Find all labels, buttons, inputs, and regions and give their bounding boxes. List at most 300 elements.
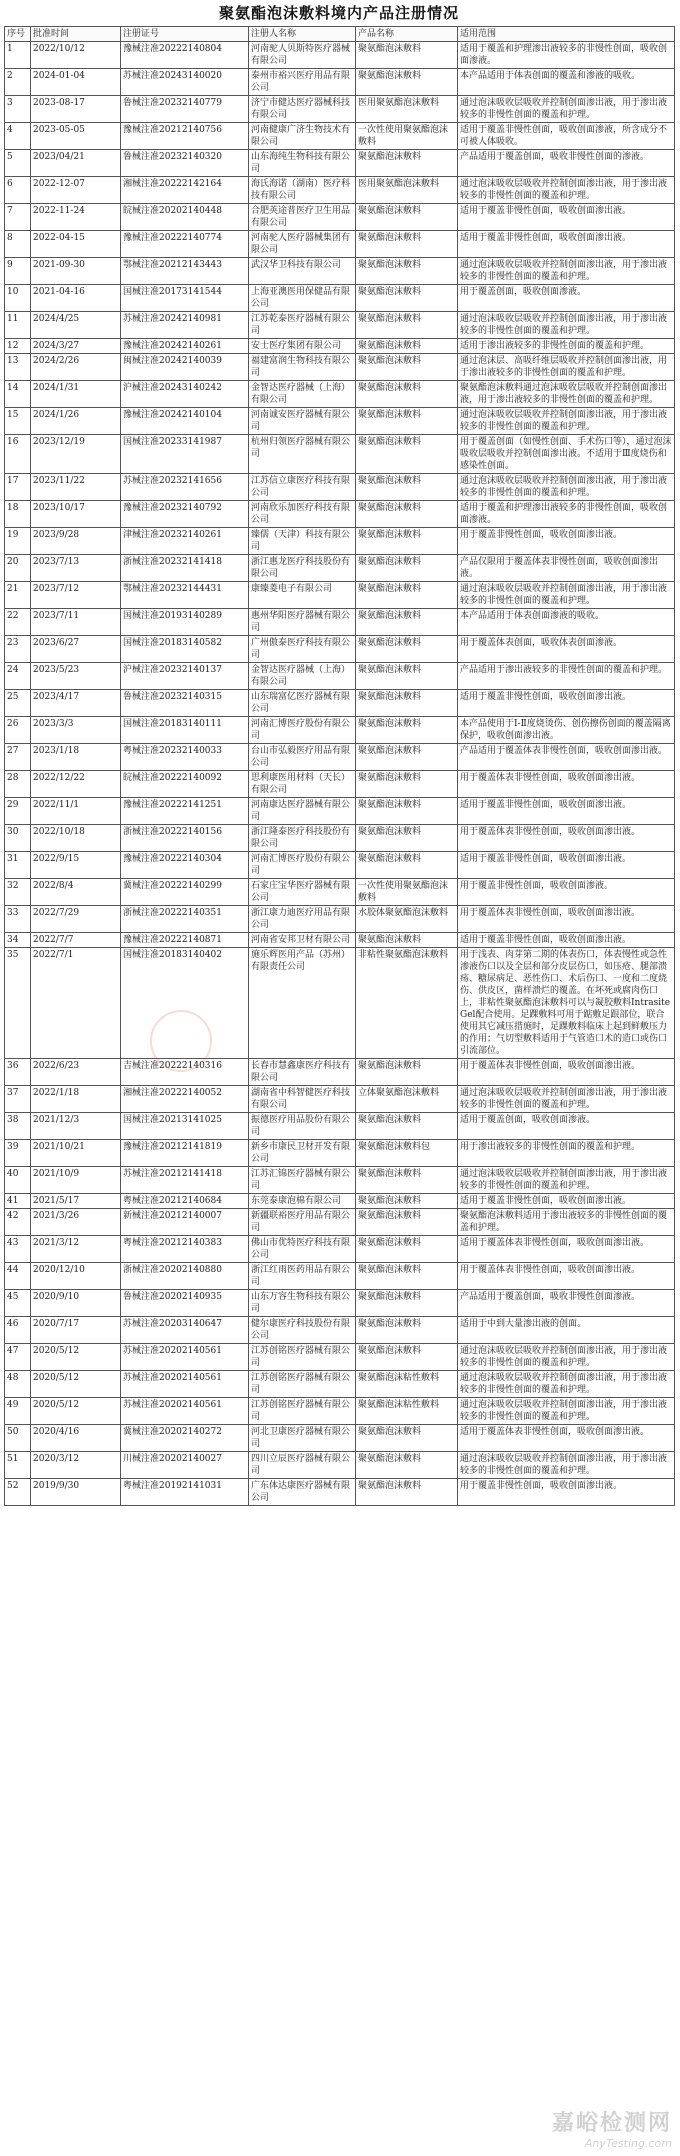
- cell-scope: 适用于覆盖非慢性创面，吸收创面渗出液。: [458, 231, 675, 258]
- cell-scope: 用于覆盖非慢性创面，吸收创面渗液。: [458, 879, 675, 906]
- cell-reg-no: 苏械注准20202140561: [121, 1344, 249, 1371]
- cell-registrant: 浙江康力迪医疗用品有限公司: [249, 906, 356, 933]
- header-date: 批准时间: [31, 27, 121, 42]
- cell-reg-no: 津械注准20232140261: [121, 528, 249, 555]
- cell-reg-no: 鲁械注准20232140320: [121, 150, 249, 177]
- cell-seq: 39: [5, 1140, 31, 1167]
- cell-reg-no: 粤械注准20232140033: [121, 744, 249, 771]
- table-row: [5, 1290, 675, 1317]
- cell-scope: 用于浅表、肉芽第二期的体表伤口，体表慢性或急性渗液伤口以及全层和部分皮层伤口，如压疮、腿部溃疡、糖尿病足、恶性伤口、术后伤口、一度和二度烧伤、供皮区，菌样溃烂的覆盖。在坏死或腐肉伤口上，非粘性聚氨酯泡沫敷料可以与凝胶敷料Intrasite Gel配合使用。足踝敷料可用于踮敷足跟部位，联合使用其它减压措施时，足踝敷料临床上起到鲜敷压力的作用；气切型敷料适用于气管造口术的造口或伤口引流部位。: [458, 948, 675, 1059]
- cell-scope: 适用于覆盖非慢性创面，吸收创面渗出液。: [458, 204, 675, 231]
- cell-date: 2024/1/31: [31, 381, 121, 408]
- cell-reg-no: 吉械注准20222140316: [121, 1059, 249, 1086]
- cell-date: 2021-09-30: [31, 258, 121, 285]
- cell-seq: 17: [5, 474, 31, 501]
- cell-date: 2020/9/10: [31, 1290, 121, 1317]
- cell-scope: 通过泡沫层、高吸纤维层吸收并控制创面渗出液，用于渗出液较多的非慢性创面的覆盖和护理。: [458, 354, 675, 381]
- table-row: [5, 285, 675, 312]
- cell-seq: 25: [5, 690, 31, 717]
- table-row: [5, 312, 675, 339]
- cell-seq: 34: [5, 933, 31, 948]
- cell-seq: 16: [5, 435, 31, 474]
- table-header-row: [5, 27, 675, 42]
- cell-product: 聚氨酯泡沫敷料包: [356, 1140, 458, 1167]
- document-title: 聚氨酯泡沫敷料境内产品注册情况: [218, 4, 459, 22]
- cell-date: 2022-11-24: [31, 204, 121, 231]
- cell-registrant: 浙江惠龙医疗科技股份有限公司: [249, 555, 356, 582]
- cell-scope: 用于覆盖体表非慢性创面，吸收创面渗出液。: [458, 906, 675, 933]
- cell-reg-no: 皖械注准20202140448: [121, 204, 249, 231]
- cell-date: 2023/4/17: [31, 690, 121, 717]
- cell-scope: 产品适用于渗出液较多的非慢性创面的覆盖和护理。: [458, 663, 675, 690]
- cell-date: 2023/7/12: [31, 582, 121, 609]
- cell-seq: 4: [5, 123, 31, 150]
- cell-product: 聚氨酯泡沫敷料: [356, 204, 458, 231]
- cell-product: 聚氨酯泡沫敷料: [356, 1113, 458, 1140]
- cell-registrant: 佛山市优特医疗科技有限公司: [249, 1236, 356, 1263]
- cell-seq: 50: [5, 1425, 31, 1452]
- table-row: [5, 1452, 675, 1479]
- table-row: [5, 798, 675, 825]
- cell-date: 2023/3/3: [31, 717, 121, 744]
- cell-product: 聚氨酯泡沫敷料: [356, 1236, 458, 1263]
- cell-date: 2020/5/12: [31, 1398, 121, 1425]
- header-seq: 序号: [5, 27, 31, 42]
- table-row: [5, 381, 675, 408]
- cell-product: 聚氨酯泡沫敷料: [356, 285, 458, 312]
- cell-registrant: 广州傲泰医疗科技有限公司: [249, 636, 356, 663]
- cell-scope: 本产品适用于体表创面渗液的吸收。: [458, 609, 675, 636]
- cell-product: 非粘性聚氨酯泡沫敷料: [356, 948, 458, 1059]
- cell-registrant: 健尔康医疗科技股份有限公司: [249, 1317, 356, 1344]
- table-row: [5, 354, 675, 381]
- cell-product: 聚氨酯泡沫敷料: [356, 852, 458, 879]
- cell-reg-no: 浙械注准20202140880: [121, 1263, 249, 1290]
- cell-product: 聚氨酯泡沫敷料: [356, 528, 458, 555]
- cell-registrant: 江苏信立康医疗科技有限公司: [249, 474, 356, 501]
- cell-product: 聚氨酯泡沫敷料: [356, 381, 458, 408]
- header-scope: 适用范围: [458, 27, 675, 42]
- cell-seq: 20: [5, 555, 31, 582]
- cell-scope: 产品适用于覆盖创面，吸收非慢性创面渗液。: [458, 1290, 675, 1317]
- cell-scope: 通过泡沫吸收层吸收并控制创面渗出液，用于渗出液较多的非慢性创面的覆盖和护理。: [458, 1452, 675, 1479]
- cell-product: 聚氨酯泡沫敷料: [356, 663, 458, 690]
- cell-scope: 用于覆盖创面，吸收创面渗液。: [458, 285, 675, 312]
- cell-seq: 46: [5, 1317, 31, 1344]
- table-row: [5, 906, 675, 933]
- cell-seq: 29: [5, 798, 31, 825]
- cell-seq: 13: [5, 354, 31, 381]
- watermark-en: AnyTesting.com: [584, 2137, 672, 2150]
- cell-reg-no: 闽械注准20242140039: [121, 354, 249, 381]
- cell-date: 2022/6/23: [31, 1059, 121, 1086]
- header-product: 产品名称: [356, 27, 458, 42]
- cell-reg-no: 豫械注准20232140792: [121, 501, 249, 528]
- cell-date: 2024/4/25: [31, 312, 121, 339]
- cell-registrant: 东莞泰康泡棉有限公司: [249, 1194, 356, 1209]
- cell-date: 2022/7/29: [31, 906, 121, 933]
- table-row: [5, 1317, 675, 1344]
- cell-reg-no: 苏械注准20232141656: [121, 474, 249, 501]
- cell-seq: 14: [5, 381, 31, 408]
- cell-registrant: 长春市慧鑫康医疗科技有限公司: [249, 1059, 356, 1086]
- cell-reg-no: 粤械注准20192141031: [121, 1479, 249, 1506]
- table-row: [5, 1479, 675, 1506]
- table-row: [5, 1059, 675, 1086]
- cell-registrant: 浙江红雨医药用品有限公司: [249, 1263, 356, 1290]
- cell-product: 聚氨酯泡沫敷料: [356, 258, 458, 285]
- cell-scope: 用于覆盖非慢性创面，吸收创面渗出液。: [458, 528, 675, 555]
- cell-seq: 45: [5, 1290, 31, 1317]
- cell-product: 聚氨酯泡沫敷料: [356, 609, 458, 636]
- cell-product: 立体聚氨酯泡沫敷料: [356, 1086, 458, 1113]
- cell-scope: 通过泡沫吸收层吸收并控制创面渗出液，用于渗出液较多的非慢性创面的覆盖和护理。: [458, 474, 675, 501]
- cell-registrant: 江苏汇锦医疗器械有限公司: [249, 1167, 356, 1194]
- cell-reg-no: 川械注准20202140027: [121, 1452, 249, 1479]
- cell-date: 2022/7/1: [31, 948, 121, 1059]
- cell-reg-no: 国械注准20183140582: [121, 636, 249, 663]
- cell-seq: 3: [5, 96, 31, 123]
- cell-reg-no: 新械注准20212140007: [121, 1209, 249, 1236]
- cell-date: 2022-04-15: [31, 231, 121, 258]
- cell-date: 2022-12-07: [31, 177, 121, 204]
- cell-scope: 本产品适用于体表创面的覆盖和渗液的吸收。: [458, 69, 675, 96]
- table-row: [5, 717, 675, 744]
- cell-seq: 18: [5, 501, 31, 528]
- cell-seq: 15: [5, 408, 31, 435]
- cell-seq: 42: [5, 1209, 31, 1236]
- cell-seq: 12: [5, 339, 31, 354]
- cell-reg-no: 冀械注准20202140272: [121, 1425, 249, 1452]
- cell-scope: 适用于覆盖体表非慢性创面，吸收创面渗出液。: [458, 1236, 675, 1263]
- table-row: [5, 1167, 675, 1194]
- table-row: [5, 1236, 675, 1263]
- cell-seq: 40: [5, 1167, 31, 1194]
- cell-product: 聚氨酯泡沫敷料: [356, 1452, 458, 1479]
- cell-product: 聚氨酯泡沫敷料: [356, 312, 458, 339]
- cell-seq: 11: [5, 312, 31, 339]
- cell-seq: 9: [5, 258, 31, 285]
- cell-registrant: 臻儒（天津）科技有限公司: [249, 528, 356, 555]
- cell-registrant: 浙江隆泰医疗科技股份有限公司: [249, 825, 356, 852]
- table-row: [5, 1344, 675, 1371]
- table-row: [5, 1086, 675, 1113]
- cell-reg-no: 湘械注准20222140052: [121, 1086, 249, 1113]
- cell-reg-no: 鲁械注准20232140779: [121, 96, 249, 123]
- table-row: [5, 555, 675, 582]
- cell-seq: 30: [5, 825, 31, 852]
- cell-registrant: 金智达医疗器械（上海）有限公司: [249, 381, 356, 408]
- table-row: [5, 636, 675, 663]
- cell-reg-no: 苏械注准20212141418: [121, 1167, 249, 1194]
- cell-seq: 33: [5, 906, 31, 933]
- cell-date: 2023/7/13: [31, 555, 121, 582]
- cell-scope: 通过泡沫吸收层吸收并控制创面渗出液，用于渗出液较多的非慢性创面的覆盖和护理。: [458, 582, 675, 609]
- cell-reg-no: 苏械注准20243140020: [121, 69, 249, 96]
- cell-scope: 用于覆盖非慢性创面，吸收创面渗出液。: [458, 1479, 675, 1506]
- cell-product: 聚氨酯泡沫敷料: [356, 1263, 458, 1290]
- cell-reg-no: 苏械注准20202140561: [121, 1398, 249, 1425]
- cell-scope: 产品适用于覆盖创面，吸收非慢性创面的渗液。: [458, 150, 675, 177]
- cell-reg-no: 浙械注准20222140351: [121, 906, 249, 933]
- cell-seq: 51: [5, 1452, 31, 1479]
- table-row: [5, 582, 675, 609]
- table-row: [5, 771, 675, 798]
- cell-date: 2023-05-05: [31, 123, 121, 150]
- cell-scope: 用于覆盖创面（如慢性创面、手术伤口等），通过泡沫吸收层吸收并控制创面渗出液。不适用于Ⅲ度烧伤和感染性创面。: [458, 435, 675, 474]
- cell-scope: 适用于覆盖创面，吸收创面渗液。: [458, 1113, 675, 1140]
- cell-seq: 10: [5, 285, 31, 312]
- cell-date: 2023-08-17: [31, 96, 121, 123]
- cell-product: 聚氨酯泡沫敷料: [356, 1344, 458, 1371]
- cell-reg-no: 豫械注准20222140304: [121, 852, 249, 879]
- cell-date: 2022/10/18: [31, 825, 121, 852]
- cell-reg-no: 国械注准20173141544: [121, 285, 249, 312]
- cell-scope: 适用于中到大量渗出液的创面。: [458, 1317, 675, 1344]
- cell-reg-no: 苏械注准20202140561: [121, 1371, 249, 1398]
- cell-product: 聚氨酯泡沫敷料: [356, 636, 458, 663]
- cell-registrant: 安士医疗集团有限公司: [249, 339, 356, 354]
- cell-reg-no: 豫械注准20222140871: [121, 933, 249, 948]
- cell-product: 一次性使用聚氨酯泡沫敷料: [356, 123, 458, 150]
- cell-registrant: 杭州归领医疗器械有限公司: [249, 435, 356, 474]
- table-row: [5, 663, 675, 690]
- table-row: [5, 1209, 675, 1236]
- cell-reg-no: 豫械注准20212141819: [121, 1140, 249, 1167]
- cell-registrant: 江苏创铭医疗器械有限公司: [249, 1398, 356, 1425]
- cell-registrant: 河南省安邦卫材有限公司: [249, 933, 356, 948]
- cell-registrant: 河南汇博医疗股份有限公司: [249, 852, 356, 879]
- cell-seq: 6: [5, 177, 31, 204]
- table-row: [5, 435, 675, 474]
- cell-registrant: 河南健康广济生物技术有限公司: [249, 123, 356, 150]
- cell-seq: 52: [5, 1479, 31, 1506]
- cell-date: 2020/7/17: [31, 1317, 121, 1344]
- cell-date: 2022/8/4: [31, 879, 121, 906]
- cell-registrant: 河南康达医疗器械有限公司: [249, 798, 356, 825]
- watermark-cn: 嘉峪检测网: [551, 2111, 672, 2136]
- cell-registrant: 金智达医疗器械（上海）有限公司: [249, 663, 356, 690]
- cell-date: 2022/9/15: [31, 852, 121, 879]
- table-row: [5, 1140, 675, 1167]
- cell-reg-no: 鄂械注准20232144431: [121, 582, 249, 609]
- cell-scope: 适用于覆盖非慢性创面，吸收创面渗出液。: [458, 933, 675, 948]
- cell-registrant: 武汉华卫科技有限公司: [249, 258, 356, 285]
- cell-seq: 28: [5, 771, 31, 798]
- cell-reg-no: 粤械注准20212140383: [121, 1236, 249, 1263]
- cell-reg-no: 冀械注准20222140299: [121, 879, 249, 906]
- cell-scope: 产品适用于覆盖体表非慢性创面，吸收创面渗出液。: [458, 744, 675, 771]
- cell-date: 2023/04/21: [31, 150, 121, 177]
- cell-product: 聚氨酯泡沫敷料: [356, 1290, 458, 1317]
- cell-registrant: 福建富润生物科技有限公司: [249, 354, 356, 381]
- cell-seq: 44: [5, 1263, 31, 1290]
- cell-registrant: 泰州市裕兴医疗用品有限公司: [249, 69, 356, 96]
- cell-date: 2023/9/28: [31, 528, 121, 555]
- cell-scope: 适用于覆盖体表非慢性创面，吸收创面渗出液。: [458, 1425, 675, 1452]
- cell-date: 2021/10/9: [31, 1167, 121, 1194]
- cell-product: 聚氨酯泡沫敷料: [356, 231, 458, 258]
- cell-date: 2023/7/11: [31, 609, 121, 636]
- cell-reg-no: 浙械注准20232141418: [121, 555, 249, 582]
- cell-seq: 2: [5, 69, 31, 96]
- cell-scope: 产品仅限用于覆盖体表非慢性创面，吸收创面渗出液。: [458, 555, 675, 582]
- table-row: [5, 150, 675, 177]
- cell-product: 聚氨酯泡沫敷料: [356, 1167, 458, 1194]
- table-row: [5, 1263, 675, 1290]
- cell-product: 聚氨酯泡沫敷料: [356, 582, 458, 609]
- cell-date: 2020/12/10: [31, 1263, 121, 1290]
- cell-scope: 通过泡沫吸收层吸收并控制创面渗出液，用于渗出液较多的非慢性创面的覆盖和护理。: [458, 1167, 675, 1194]
- cell-date: 2023/5/23: [31, 663, 121, 690]
- table-row: [5, 123, 675, 150]
- cell-scope: 适用于覆盖非慢性创面，吸收创面渗出液。: [458, 852, 675, 879]
- cell-date: 2021/12/3: [31, 1113, 121, 1140]
- cell-seq: 24: [5, 663, 31, 690]
- cell-reg-no: 湘械注准20222142164: [121, 177, 249, 204]
- table-row: [5, 1425, 675, 1452]
- cell-registrant: 新乡市康民卫材开发有限公司: [249, 1140, 356, 1167]
- cell-registrant: 康臻菱电子有限公司: [249, 582, 356, 609]
- cell-date: 2023/6/27: [31, 636, 121, 663]
- cell-seq: 7: [5, 204, 31, 231]
- cell-registrant: 四川立辰医疗器械有限公司: [249, 1452, 356, 1479]
- cell-reg-no: 皖械注准20222140092: [121, 771, 249, 798]
- cell-product: 医用聚氨酯泡沫敷料: [356, 177, 458, 204]
- cell-seq: 49: [5, 1398, 31, 1425]
- cell-product: 聚氨酯泡沫粘性敷料: [356, 1398, 458, 1425]
- cell-scope: 通过泡沫吸收层吸收并控制创面渗出液，用于渗出液较多的非慢性创面的覆盖和护理。: [458, 1398, 675, 1425]
- table-row: [5, 231, 675, 258]
- cell-reg-no: 鲁械注准20202140935: [121, 1290, 249, 1317]
- cell-product: 聚氨酯泡沫敷料: [356, 1059, 458, 1086]
- cell-reg-no: 鲁械注准20232140315: [121, 690, 249, 717]
- cell-date: 2021/10/21: [31, 1140, 121, 1167]
- cell-reg-no: 国械注准20213141025: [121, 1113, 249, 1140]
- cell-scope: 适用于覆盖非慢性创面，吸收创面渗出液。: [458, 798, 675, 825]
- cell-seq: 43: [5, 1236, 31, 1263]
- cell-seq: 37: [5, 1086, 31, 1113]
- cell-product: 聚氨酯泡沫敷料: [356, 435, 458, 474]
- header-registrant: 注册人名称: [249, 27, 356, 42]
- cell-registrant: 山东瑞富亿医疗器械有限公司: [249, 690, 356, 717]
- cell-product: 聚氨酯泡沫敷料: [356, 501, 458, 528]
- cell-registrant: 河北卫康医疗器械有限公司: [249, 1425, 356, 1452]
- cell-product: 聚氨酯泡沫敷料: [356, 474, 458, 501]
- cell-registrant: 河南汇博医疗股份有限公司: [249, 717, 356, 744]
- cell-registrant: 上海亚澳医用保健品有限公司: [249, 285, 356, 312]
- cell-seq: 47: [5, 1344, 31, 1371]
- table-row: [5, 258, 675, 285]
- cell-product: 聚氨酯泡沫敷料: [356, 798, 458, 825]
- header-reg-no: 注册证号: [121, 27, 249, 42]
- cell-scope: 适用于渗出液较多的非慢性创面的覆盖和护理。: [458, 339, 675, 354]
- cell-registrant: 合肥英途普医疗卫生用品有限公司: [249, 204, 356, 231]
- cell-product: 水胶体聚氨酯泡沫敷料: [356, 906, 458, 933]
- cell-scope: 用于覆盖体表非慢性创面，吸收创面渗出液。: [458, 771, 675, 798]
- cell-registrant: 惠州华阳医疗器械有限公司: [249, 609, 356, 636]
- cell-date: 2021/3/12: [31, 1236, 121, 1263]
- table-row: [5, 528, 675, 555]
- cell-date: 2022/10/12: [31, 42, 121, 69]
- document-page: [4, 0, 674, 1506]
- cell-date: 2021-04-16: [31, 285, 121, 312]
- cell-registrant: 石家庄宝华医疗器械有限公司: [249, 879, 356, 906]
- cell-seq: 22: [5, 609, 31, 636]
- cell-reg-no: 浙械注准20222140156: [121, 825, 249, 852]
- cell-registrant: 施乐辉医用产品（苏州）有限责任公司: [249, 948, 356, 1059]
- cell-product: 聚氨酯泡沫敷料: [356, 1425, 458, 1452]
- cell-date: 2022/1/18: [31, 1086, 121, 1113]
- cell-product: 聚氨酯泡沫敷料: [356, 69, 458, 96]
- cell-product: 聚氨酯泡沫敷料: [356, 42, 458, 69]
- cell-scope: 通过泡沫吸收层吸收并控制创面渗出液，用于渗出液较多的非慢性创面的覆盖和护理。: [458, 1086, 675, 1113]
- cell-scope: 用于覆盖体表非慢性创面，吸收创面渗出液。: [458, 1263, 675, 1290]
- cell-scope: 通过泡沫吸收层吸收并控制创面渗出液，用于渗出液较多的非慢性创面的覆盖和护理。: [458, 312, 675, 339]
- cell-date: 2020/4/16: [31, 1425, 121, 1452]
- cell-scope: 通过泡沫吸收层吸收并控制创面渗出液，用于渗出液较多的非慢性创面的覆盖和护理。: [458, 1371, 675, 1398]
- cell-product: 聚氨酯泡沫敷料: [356, 408, 458, 435]
- cell-registrant: 广东体达康医疗器械有限公司: [249, 1479, 356, 1506]
- cell-date: 2022/11/1: [31, 798, 121, 825]
- cell-scope: 用于渗出液较多的非慢性创面的覆盖和护理。: [458, 1140, 675, 1167]
- cell-scope: 适用于覆盖非慢性创面，吸收创面渗出液。: [458, 1194, 675, 1209]
- registration-table: [4, 26, 675, 1506]
- cell-seq: 8: [5, 231, 31, 258]
- cell-date: 2023/12/19: [31, 435, 121, 474]
- cell-product: 聚氨酯泡沫敷料: [356, 690, 458, 717]
- table-row: [5, 933, 675, 948]
- cell-date: 2019/9/30: [31, 1479, 121, 1506]
- cell-seq: 48: [5, 1371, 31, 1398]
- cell-date: 2024-01-04: [31, 69, 121, 96]
- cell-seq: 41: [5, 1194, 31, 1209]
- table-row: [5, 1113, 675, 1140]
- cell-seq: 32: [5, 879, 31, 906]
- cell-date: 2024/1/26: [31, 408, 121, 435]
- table-row: [5, 474, 675, 501]
- table-row: [5, 852, 675, 879]
- cell-registrant: 新疆联裕医疗用品有限公司: [249, 1209, 356, 1236]
- cell-date: 2024/2/26: [31, 354, 121, 381]
- cell-scope: 本产品使用于Ⅰ-Ⅱ度烧烫伤、创伤擦伤创面的覆盖隔离保护，吸收创面渗出液。: [458, 717, 675, 744]
- cell-product: 聚氨酯泡沫敷料: [356, 354, 458, 381]
- cell-product: 聚氨酯泡沫敷料: [356, 771, 458, 798]
- table-row: [5, 879, 675, 906]
- cell-scope: 通过泡沫吸收层吸收并控制创面渗出液，用于渗出液较多的非慢性创面的覆盖和护理。: [458, 1344, 675, 1371]
- table-row: [5, 42, 675, 69]
- cell-scope: 通过泡沫吸收层吸收并控制创面渗出液，用于渗出液较多的非慢性创面的覆盖和护理。: [458, 177, 675, 204]
- cell-registrant: 山东海纯生物科技有限公司: [249, 150, 356, 177]
- cell-product: 聚氨酯泡沫敷料: [356, 825, 458, 852]
- cell-product: 聚氨酯泡沫敷料: [356, 339, 458, 354]
- table-row: [5, 1398, 675, 1425]
- cell-seq: 19: [5, 528, 31, 555]
- cell-scope: 适用于覆盖和护理渗出液较多的非慢性创面，吸收创面渗液。: [458, 501, 675, 528]
- table-row: [5, 1371, 675, 1398]
- cell-product: 聚氨酯泡沫敷料: [356, 1317, 458, 1344]
- cell-date: 2023/10/17: [31, 501, 121, 528]
- cell-registrant: 海氏海诺（湖南）医疗科技有限公司: [249, 177, 356, 204]
- cell-scope: 通过泡沫吸收层吸收并控制创面渗出液，用于渗出液较多的非慢性创面的覆盖和护理。: [458, 408, 675, 435]
- table-row: [5, 96, 675, 123]
- cell-date: 2022/12/22: [31, 771, 121, 798]
- cell-product: 聚氨酯泡沫敷料: [356, 150, 458, 177]
- cell-product: 聚氨酯泡沫敷料: [356, 1479, 458, 1506]
- watermark: [552, 2106, 672, 2150]
- cell-registrant: 河南诚安医疗器械有限公司: [249, 408, 356, 435]
- table-row: [5, 408, 675, 435]
